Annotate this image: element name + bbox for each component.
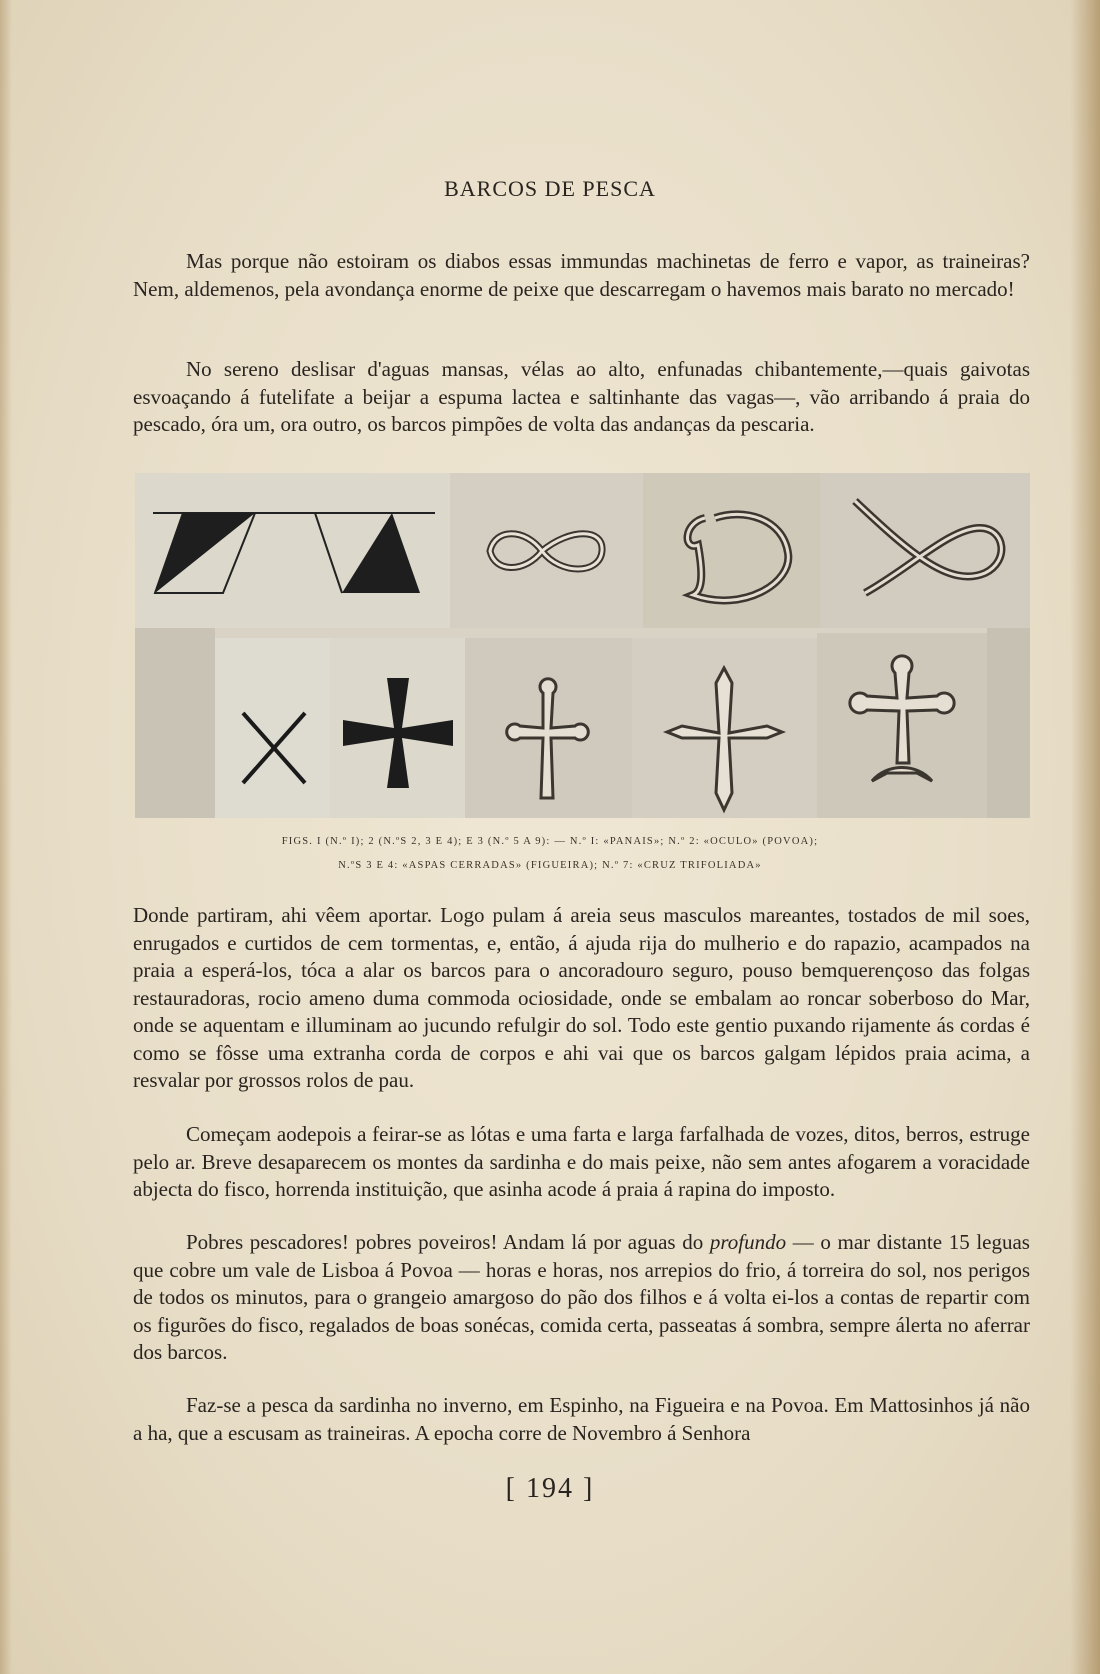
mark-panais [135, 473, 450, 628]
mark-budded-cross [632, 638, 817, 818]
paragraph-1: Mas porque não estoiram os diabos essas immundas machinetas de ferro e vapor, as traineiras? Nem, aldemenos, pela avondança enorme de peixe que descarregam o havemos mais barato no mercado! [133, 249, 1030, 301]
plate-margin-strip [987, 628, 1030, 818]
paragraph-2: No sereno deslisar d'aguas mansas, vélas ao alto, enfunadas chibantemente,—quais gaivotas esvoaçando á futelifate a beijar a espuma lactea e saltinhante das vagas—, vão arribando á praia do pescado, óra um, ora outro, os barcos pimpões de volta das andanças da pescaria. [133, 357, 1030, 436]
paragraph-5-italic: profundo [709, 1230, 787, 1254]
mark-cross-pattee [330, 638, 465, 818]
plate-margin-strip [135, 628, 215, 818]
paragraph-5 [133, 1229, 1030, 1367]
mark-saltire-x [215, 638, 330, 818]
page-number: [ 194 ] [505, 1473, 595, 1504]
figure-caption-line-1: FIGS. I (N.º I); 2 (N.ºS 2, 3 E 4); E 3 (N.º 5 A 9): — N.º I: «PANAIS»; N.º 2: «OCULO» (POVOA); [281, 836, 819, 847]
mark-fish-loop [820, 473, 1030, 628]
mark-oculo [643, 473, 820, 628]
paragraph-5-text-b: — o mar distante 15 leguas que cobre um vale de Lisboa á Povoa — horas e horas, nos arrepios do frio, á torreira do sol, nos perigos de todos os minutos, para o grangeio amargoso do pão dos filhos e á volta ei-los a contas de repartir com os figurões do fisco, regalados de boas sonécas, comida certa, passeatas á sombra, sempre álerta no aferrar dos barcos. [133, 1230, 1030, 1364]
mark-cross-on-base [817, 633, 987, 818]
figure-caption-line-2: N.ºS 3 E 4: «ASPAS CERRADAS» (FIGUEIRA); N.º 7: «CRUZ TRIFOLIADA» [338, 860, 762, 871]
paragraph-6: Faz-se a pesca da sardinha no inverno, em Espinho, na Figueira e na Povoa. Em Mattosinhos já não a ha, que a escusam as traineiras. A epocha corre de Novembro á Senhora [133, 1393, 1030, 1445]
paragraph-4: Começam aodepois a feirar-se as lótas e uma farta e larga farfalhada de vozes, ditos, berros, estruge pelo ar. Breve desaparecem os montes da sardinha e do mais peixe, não sem antes afogarem a voracidade abjecta do fisco, horrenda instituição, que asinha acode á praia á rapina do imposto. [133, 1122, 1030, 1201]
paragraph-3: Donde partiram, ahi vêem aportar. Logo pulam á areia seus masculos mareantes, tostados de mil soes, enrugados e curtidos de cem tormentas, e, então, á ajuda rija do mulherio e do rapazio, acampados na praia a esperá-los, tóca a alar os barcos para o ancoradouro seguro, pouso bemquerençoso das folgas restauradoras, rocio ameno duma commoda ociosidade, onde se embalam ao roncar soberboso do Mar, onde se aquentam e illuminam ao jucundo refulgir do sol. Todo este gentio puxando rijamente ás cordas é como se fôsse uma extranha corda de corpos e ahi vai que os barcos galgam lépidos praia acima, a resvalar por grossos rolos de pau. [133, 903, 1030, 1092]
running-head: BARCOS DE PESCA [444, 176, 656, 201]
mark-trefoil-cross [465, 638, 632, 818]
paragraph-5-text-a: Pobres pescadores! pobres poveiros! Andam lá por aguas do [186, 1230, 710, 1254]
figure-plate-fishermen-marks [135, 473, 1030, 818]
mark-infinity-loop [450, 473, 643, 628]
